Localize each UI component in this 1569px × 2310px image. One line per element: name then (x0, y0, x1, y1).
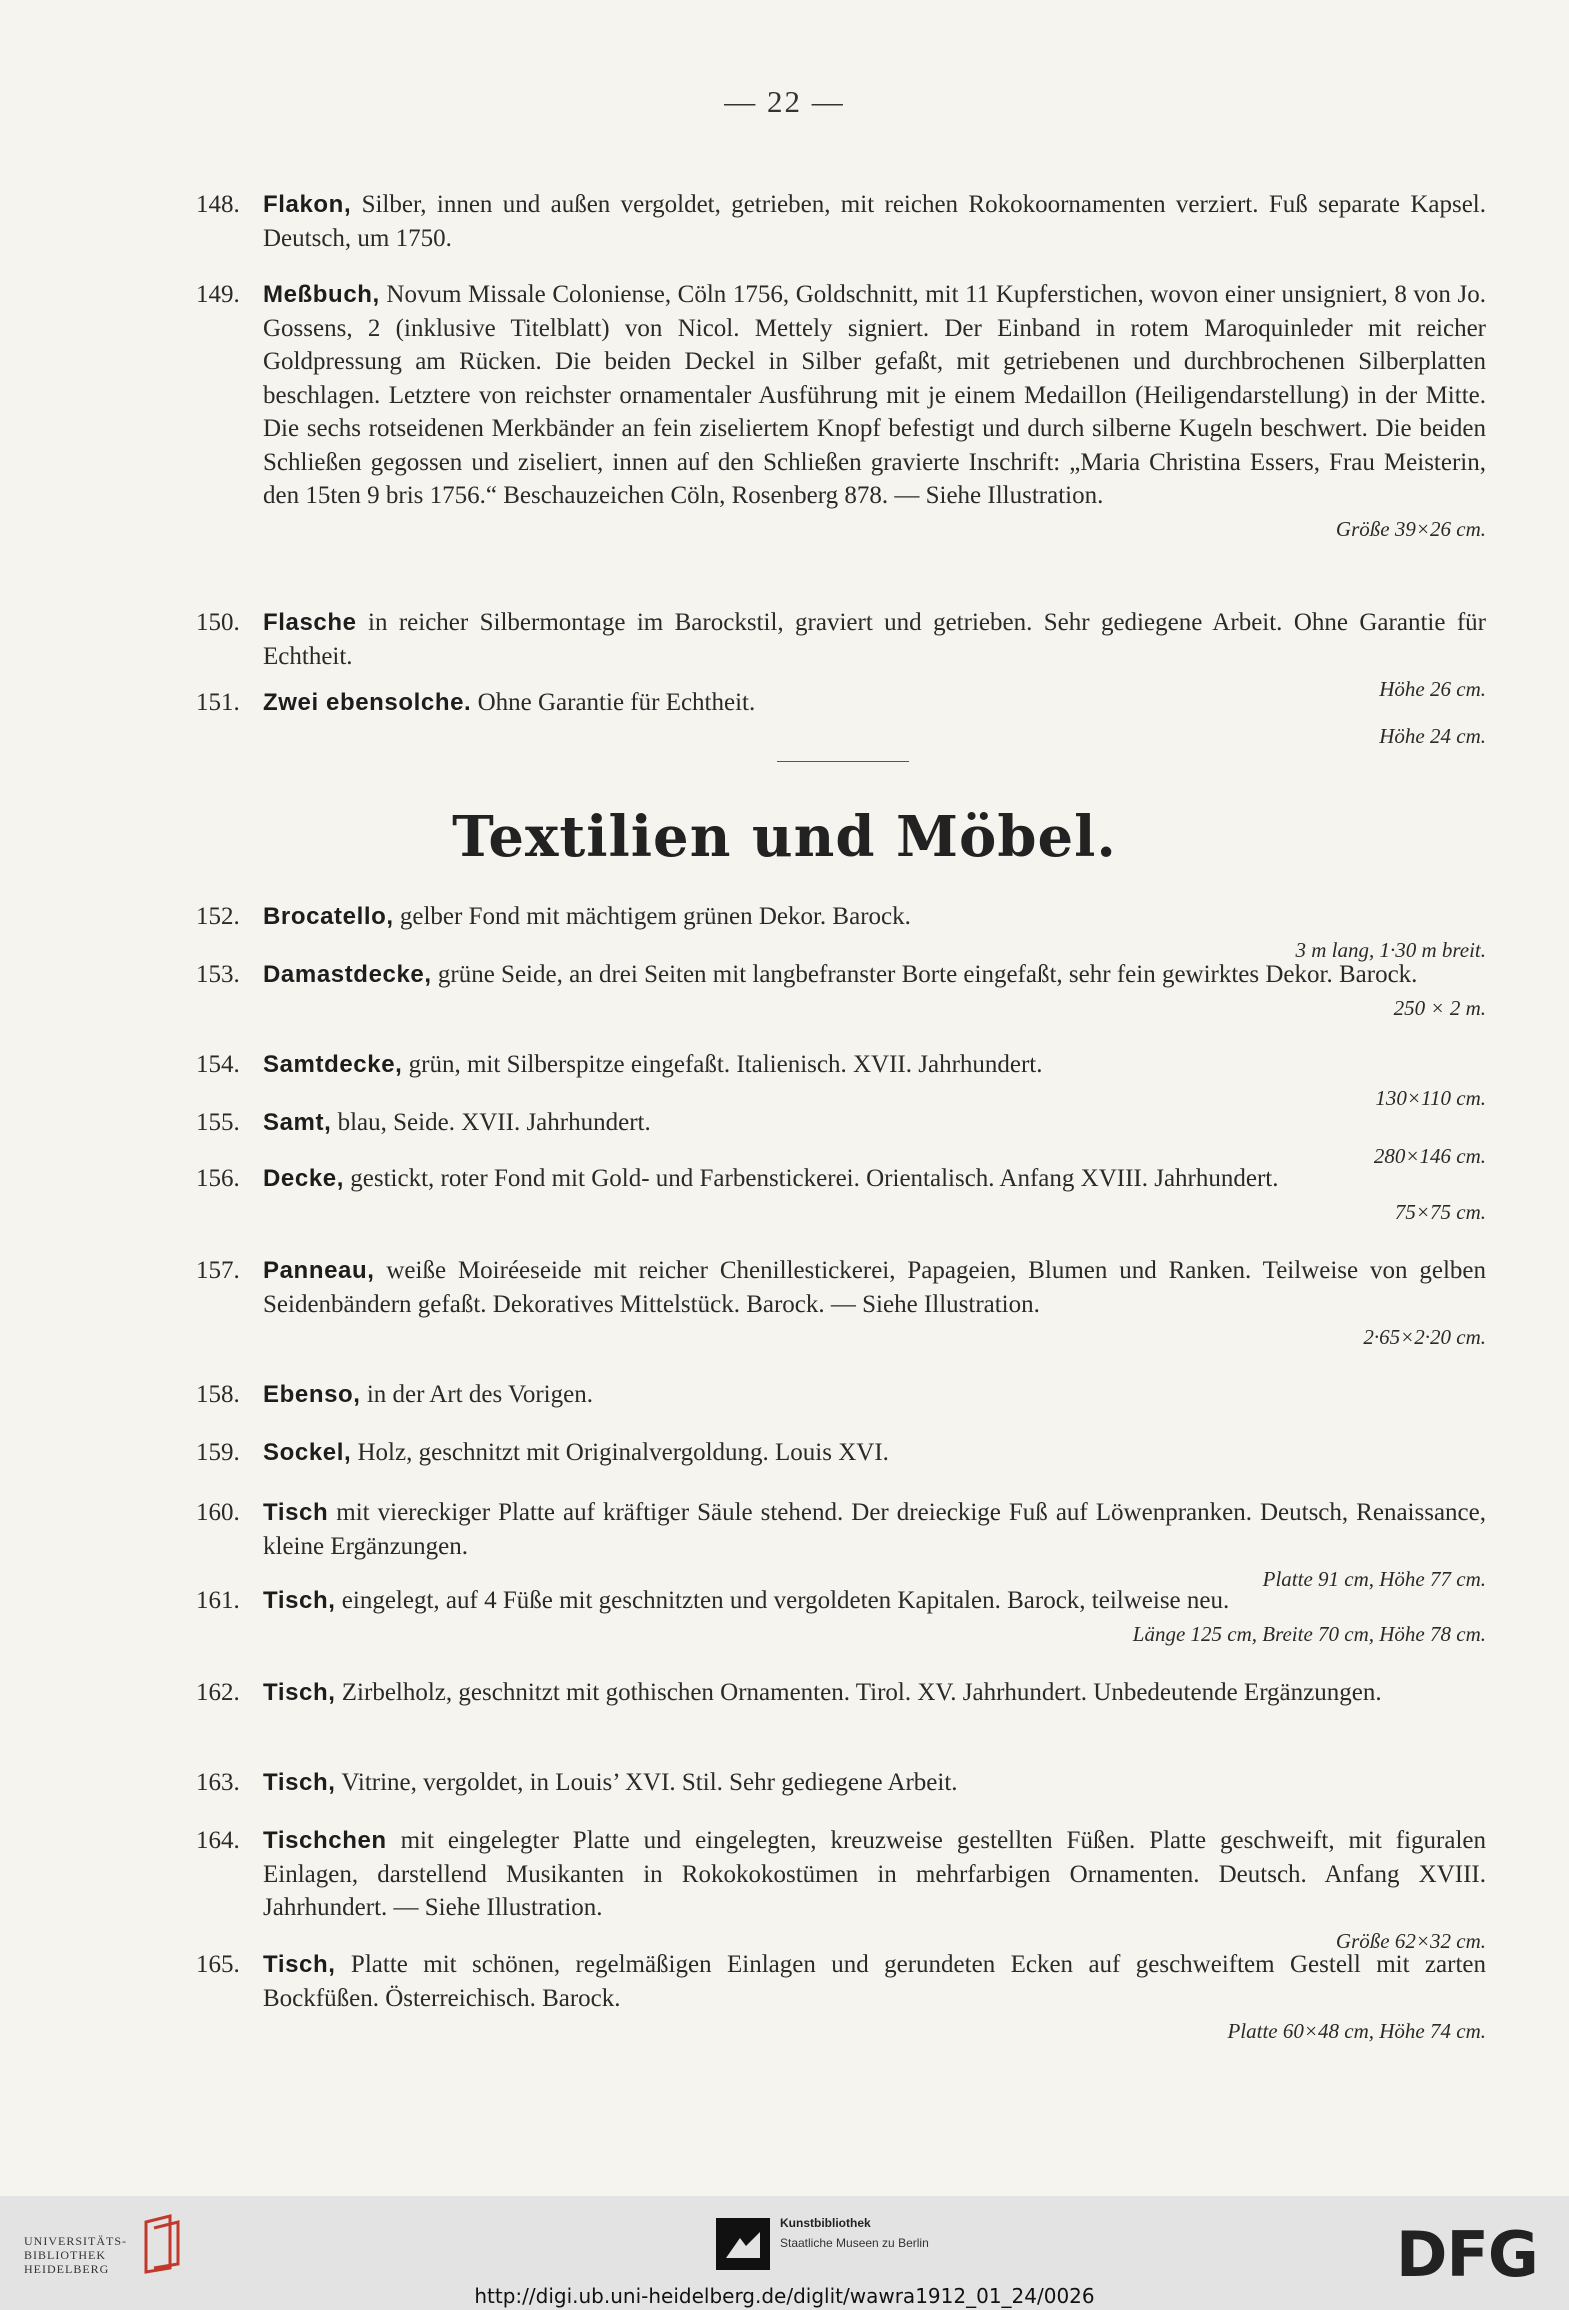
entry-text (263, 900, 1486, 934)
catalog-entry (196, 1254, 1486, 1354)
entry-number: 148. (196, 191, 240, 218)
entry-number: 158. (196, 1381, 240, 1408)
entry-description: mit viereckiger Platte auf kräftiger Säule stehend. Der dreieckige Fuß auf Löwenpranken. Deutsch, Renaissance, kleine Ergänzungen. (263, 1499, 1486, 1560)
entry-text (263, 1584, 1486, 1618)
entry-measurement: 250 × 2 m. (1393, 995, 1486, 1020)
entry-number: 157. (196, 1257, 240, 1284)
entry-number: 149. (196, 281, 240, 308)
entry-number: 156. (196, 1165, 240, 1192)
entry-description: weiße Moiréeseide mit reicher Chenillestickerei, Papageien, Blumen und Ranken. Teilweise von gelben Seidenbändern gefaßt. Dekoratives Mittelstück. Barock. — Siehe Illustration. (263, 1257, 1486, 1318)
entry-heading: Samtdecke, (263, 1051, 403, 1078)
entry-description: Vitrine, vergoldet, in Louis’ XVI. Stil. Sehr gediegene Arbeit. (335, 1769, 958, 1796)
entry-number: 163. (196, 1769, 240, 1796)
entry-description: blau, Seide. XVII. Jahrhundert. (331, 1109, 651, 1136)
entry-measurement: Größe 39×26 cm. (1335, 516, 1486, 541)
ub-heidelberg-label[interactable] (24, 2234, 127, 2276)
entry-measurement: Höhe 24 cm. (1379, 723, 1486, 748)
catalog-entry (196, 1676, 1486, 1710)
permalink-url[interactable]: http://digi.ub.uni-heidelberg.de/diglit/wawra1912_01_24/0026 (474, 2284, 1095, 2308)
entry-measurement: Platte 91 cm, Höhe 77 cm. (1262, 1567, 1486, 1591)
entry-number: 165. (196, 1951, 240, 1978)
entry-description: grün, mit Silberspitze eingefaßt. Italienisch. XVII. Jahrhundert. (402, 1051, 1043, 1078)
section-title: Textilien und Möbel. (452, 804, 1117, 870)
entry-heading: Meßbuch, (263, 281, 380, 308)
entry-description: mit eingelegter Platte und eingelegten, kreuzweise gestellten Füßen. Platte geschweift, mit figuralen Einlagen, darstellend Musikanten in Rokokokostümen in mehrfarbigen Ornamenten. Deutsch. Anfang XVIII. Jahrhundert. — Siehe Illustration. (263, 1827, 1486, 1921)
entry-text (263, 1948, 1486, 2015)
entry-heading: Decke, (263, 1165, 344, 1192)
entry-description: gelber Fond mit mächtigem grünen Dekor. Barock. (393, 903, 911, 930)
ub-line-1: UNIVERSITÄTS- (24, 2234, 127, 2248)
kunstbibliothek-logo-icon[interactable] (716, 2218, 770, 2270)
entry-description: in reicher Silbermontage im Barockstil, graviert und getrieben. Sehr gediegene Arbeit. Ohne Garantie für Echtheit. (263, 609, 1486, 670)
entry-heading: Sockel, (263, 1439, 352, 1466)
entry-description: Novum Missale Coloniense, Cöln 1756, Goldschnitt, mit 11 Kupferstichen, wovon einer unsigniert, 8 von Jo. Gossens, 2 (inklusive Titelblatt) von Nicol. Mettely signiert. Der Einband in rotem Maroquinleder mit reicher Goldpressung am Rücken. Die beiden Deckel in Silber gefaßt, mit getriebenen und durchbrochenen Silberplatten beschlagen. Letztere von reichster ornamentaler Ausführung mit je einem Medaillon (Heiligendarstellung) in der Mitte. Die sechs rotseidenen Merkbänder an fein ziseliertem Knopf befestigt und durch silberne Kugeln beschwert. Die beiden Schließen gegossen und ziseliert, innen auf den Schließen gravierte Inschrift: „Maria Christina Essers, Frau Meisterin, den 15ten 9 bris 1756.“ Beschauzeichen Cöln, Rosenberg 878. — Siehe Illustration. (263, 281, 1486, 509)
kb-subtitle: Staatliche Museen zu Berlin (780, 2236, 929, 2250)
entry-measurement: Länge 125 cm, Breite 70 cm, Höhe 78 cm. (1132, 1621, 1486, 1646)
entry-measurement: Größe 62×32 cm. (1335, 1928, 1486, 1953)
entry-text (263, 1378, 1486, 1412)
footer-bar (0, 2196, 1569, 2310)
entry-heading: Tisch, (263, 1679, 336, 1706)
entry-heading: Brocatello, (263, 903, 394, 930)
entry-number: 155. (196, 1109, 240, 1136)
entry-heading: Damastdecke, (263, 961, 432, 988)
entry-description: Holz, geschnitzt mit Originalvergoldung. Louis XVI. (351, 1439, 889, 1466)
entry-number: 151. (196, 689, 240, 716)
kb-title: Kunstbibliothek (780, 2216, 871, 2230)
entry-description: grüne Seide, an drei Seiten mit langbefranster Borte eingefaßt, sehr fein gewirktes Dekor. Barock. (431, 961, 1418, 988)
entry-text (263, 1162, 1486, 1196)
catalog-entry (196, 1824, 1486, 1958)
catalog-entry (196, 1948, 1486, 2048)
entry-description: Silber, innen und außen vergoldet, getrieben, mit reichen Rokokoornamenten verziert. Fuß separate Kapsel. Deutsch, um 1750. (263, 191, 1486, 252)
entry-heading: Tischchen (263, 1827, 387, 1854)
entry-number: 159. (196, 1439, 240, 1466)
entry-measurement: 130×110 cm. (1375, 1085, 1486, 1110)
entry-text (263, 1766, 1486, 1800)
entry-description: Zirbelholz, geschnitzt mit gothischen Ornamenten. Tirol. XV. Jahrhundert. Unbedeutende Ergänzungen. (335, 1679, 1382, 1706)
entry-number: 162. (196, 1679, 240, 1706)
entry-text (263, 1048, 1486, 1082)
entry-text (263, 278, 1486, 513)
catalog-entry (196, 1048, 1486, 1115)
entry-description: Platte mit schönen, regelmäßigen Einlagen und gerundeten Ecken auf geschweiftem Gestell mit zarten Bockfüßen. Österreichisch. Barock. (263, 1951, 1486, 2012)
entry-text (263, 1436, 1486, 1470)
entry-description: eingelegt, auf 4 Füße mit geschnitzten und vergoldeten Kapitalen. Barock, teilweise neu. (335, 1587, 1230, 1614)
entry-text (263, 958, 1486, 992)
catalog-entry (196, 900, 1486, 967)
catalog-entry (196, 1766, 1486, 1800)
entry-number: 150. (196, 609, 240, 636)
entry-heading: Samt, (263, 1109, 332, 1136)
catalog-entry (196, 1436, 1486, 1470)
catalog-entry (196, 958, 1486, 1025)
entry-heading: Panneau, (263, 1257, 375, 1284)
entry-measurement: 280×146 cm. (1373, 1143, 1486, 1168)
entry-measurement: 3 m lang, 1·30 m breit. (1295, 937, 1486, 962)
dfg-logo[interactable]: DFG (1396, 2218, 1538, 2291)
entry-number: 160. (196, 1499, 240, 1526)
entry-heading: Flakon, (263, 191, 352, 218)
entry-description: Ohne Garantie für Echtheit. (471, 689, 756, 716)
entry-measurement: 2·65×2·20 cm. (1363, 1325, 1486, 1349)
entry-measurement: Höhe 26 cm. (1379, 677, 1486, 701)
entry-heading: Tisch, (263, 1951, 336, 1978)
ub-line-2: BIBLIOTHEK (24, 2248, 106, 2262)
section-divider (777, 761, 909, 762)
entry-heading: Zwei ebensolche. (263, 689, 472, 716)
entry-text (263, 606, 1486, 673)
entry-number: 164. (196, 1827, 240, 1854)
entry-heading: Ebenso, (263, 1381, 361, 1408)
catalog-entry (196, 1584, 1486, 1651)
entry-measurement: 75×75 cm. (1394, 1199, 1486, 1224)
entry-text (263, 1254, 1486, 1321)
entry-description: gestickt, roter Fond mit Gold- und Farbenstickerei. Orientalisch. Anfang XVIII. Jahrhundert. (344, 1165, 1279, 1192)
entry-number: 152. (196, 903, 240, 930)
entry-text (263, 1496, 1486, 1563)
entry-measurement: Platte 60×48 cm, Höhe 74 cm. (1227, 2019, 1486, 2043)
entry-heading: Flasche (263, 609, 357, 636)
entry-text (263, 1676, 1486, 1710)
entry-text (263, 1106, 1486, 1140)
entry-number: 153. (196, 961, 240, 988)
entry-number: 154. (196, 1051, 240, 1078)
ub-heidelberg-logo-icon[interactable] (140, 2214, 186, 2274)
entry-text (263, 686, 1486, 720)
catalog-entry (196, 278, 1486, 546)
page-number: — 22 — (724, 84, 845, 119)
catalog-entry (196, 1162, 1486, 1229)
catalog-entry (196, 188, 1486, 255)
catalog-entry (196, 1496, 1486, 1596)
entry-number: 161. (196, 1587, 240, 1614)
entry-heading: Tisch, (263, 1587, 336, 1614)
entry-text (263, 188, 1486, 255)
ub-line-3: HEIDELBERG (24, 2262, 110, 2276)
catalog-entry (196, 1378, 1486, 1412)
entry-heading: Tisch, (263, 1769, 336, 1796)
catalog-entry (196, 686, 1486, 753)
entry-description: in der Art des Vorigen. (360, 1381, 593, 1408)
entry-heading: Tisch (263, 1499, 329, 1526)
entry-text (263, 1824, 1486, 1925)
